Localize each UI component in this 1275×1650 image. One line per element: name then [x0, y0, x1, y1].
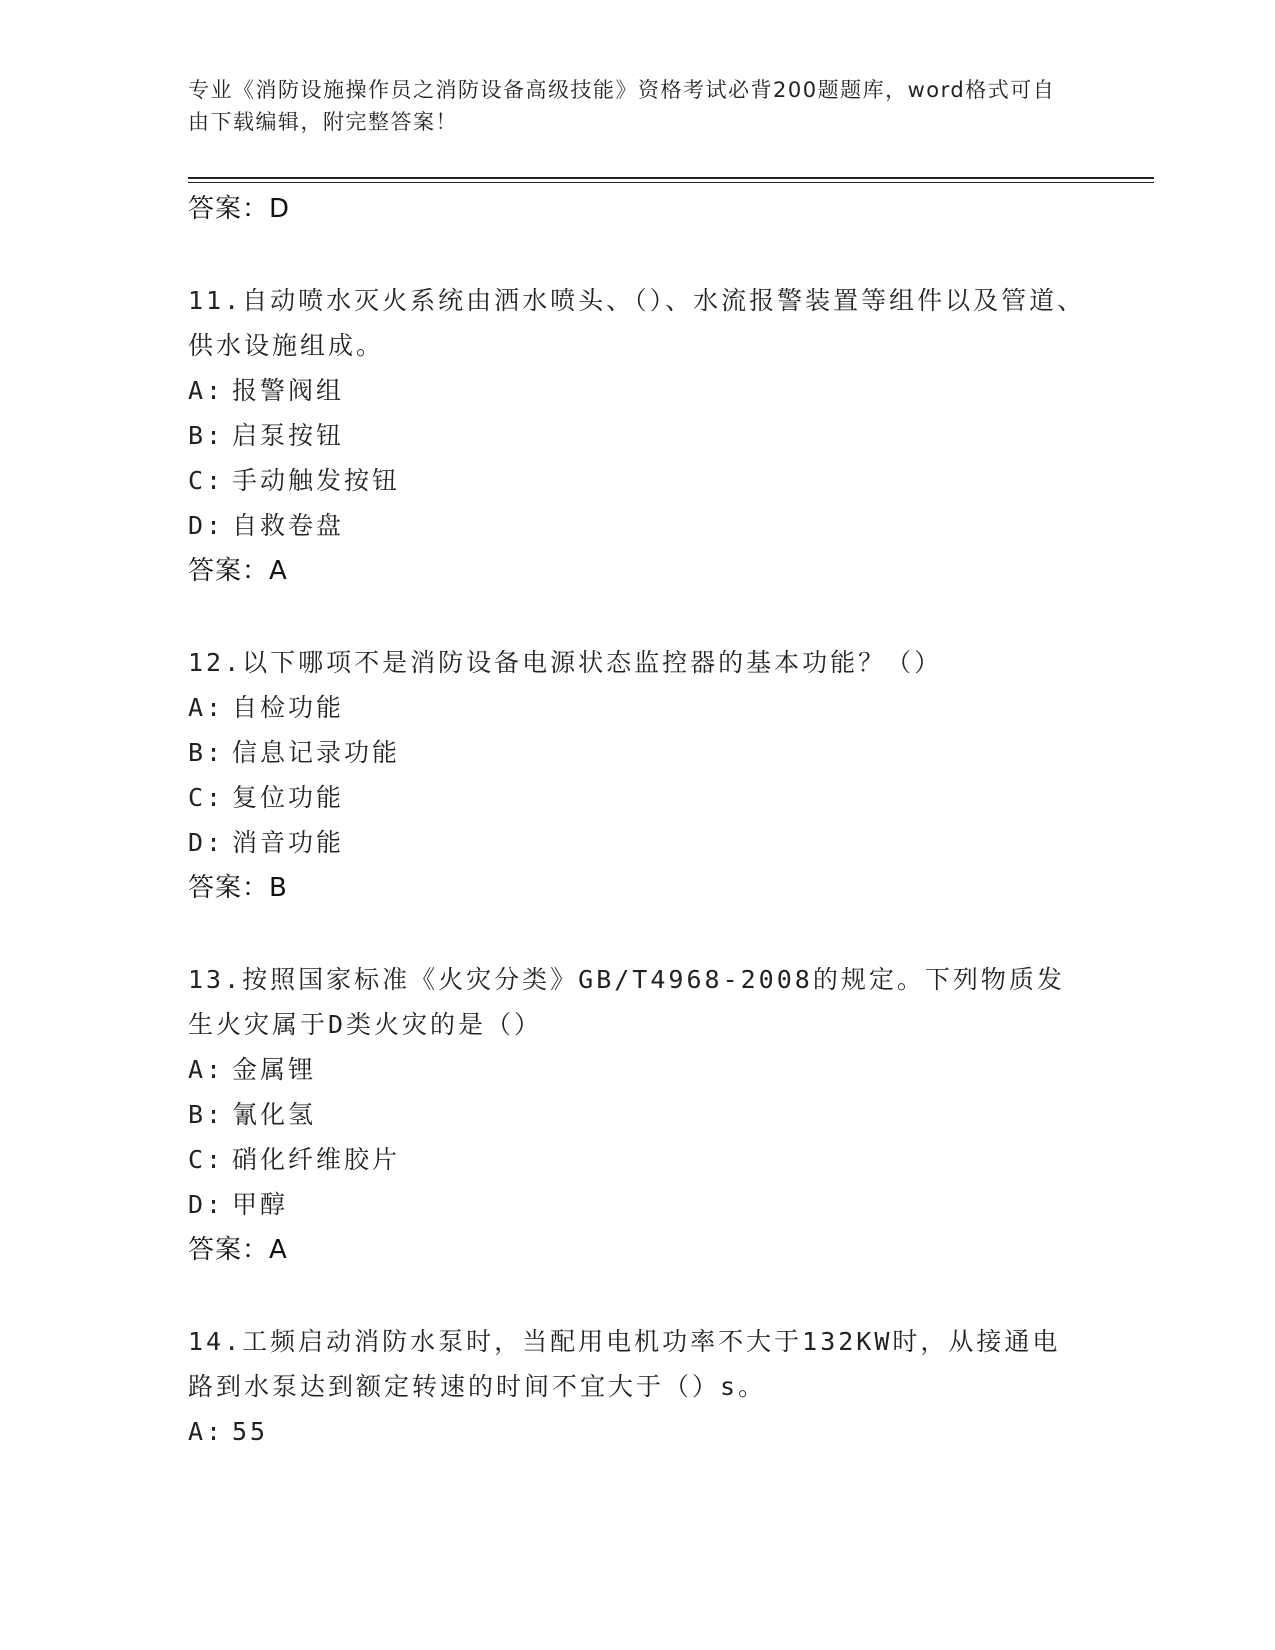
question-item [188, 278, 1088, 594]
option-key: B: [188, 421, 225, 450]
option-a [188, 1409, 1088, 1454]
option-key: B: [188, 738, 225, 767]
option-b [188, 413, 1088, 458]
option-c [188, 1137, 1088, 1182]
option-text: 报警阀组 [232, 376, 345, 405]
option-key: C: [188, 466, 225, 495]
option-d [188, 820, 1088, 865]
option-text: 甲醇 [232, 1190, 289, 1219]
option-text: 自检功能 [232, 693, 345, 722]
answer-line: 答案：A [188, 1235, 288, 1265]
header-divider-thin [188, 182, 1154, 183]
option-text: 启泵按钮 [232, 421, 345, 450]
option-b [188, 730, 1088, 775]
option-text: 金属锂 [232, 1055, 317, 1084]
option-text: 信息记录功能 [232, 738, 401, 767]
answer-line: 答案：D [188, 194, 291, 224]
question-text: 11.自动喷水灭火系统由洒水喷头、（）、水流报警装置等组件以及管道、供水设施组成。 [188, 286, 1086, 360]
option-a [188, 368, 1088, 413]
option-text: 自救卷盘 [232, 511, 345, 540]
option-key: B: [188, 1100, 225, 1129]
option-text: 手动触发按钮 [232, 466, 401, 495]
option-a [188, 685, 1088, 730]
option-key: A: [188, 1055, 225, 1084]
option-text: 氰化氢 [232, 1100, 317, 1129]
question-text: 12.以下哪项不是消防设备电源状态监控器的基本功能？（） [188, 648, 943, 677]
document-header: 专业《消防设施操作员之消防设备高级技能》资格考试必背200题题库，word格式可自由下载编辑，附完整答案！ [188, 78, 1056, 134]
option-c [188, 775, 1088, 820]
question-text: 14.工频启动消防水泵时，当配用电机功率不大于132KW时，从接通电路到水泵达到额定转速的时间不宜大于（）s。 [188, 1327, 1061, 1401]
option-b [188, 1092, 1088, 1137]
question-item [188, 957, 1088, 1273]
option-text: 硝化纤维胶片 [232, 1145, 401, 1174]
option-key: A: [188, 1417, 225, 1446]
header-divider [188, 177, 1154, 179]
question-item [188, 640, 1088, 911]
answer-line: 答案：A [188, 556, 288, 586]
option-key: D: [188, 828, 225, 857]
option-key: A: [188, 376, 225, 405]
option-key: A: [188, 693, 225, 722]
option-d [188, 1182, 1088, 1227]
question-text: 13.按照国家标准《火灾分类》GB/T4968-2008的规定。下列物质发生火灾属于D类火灾的是（） [188, 965, 1065, 1039]
question-list [188, 186, 1088, 1454]
option-key: D: [188, 1190, 225, 1219]
answer-line: 答案：B [188, 873, 288, 903]
option-a [188, 1047, 1088, 1092]
option-key: D: [188, 511, 225, 540]
option-text: 复位功能 [232, 783, 345, 812]
option-d [188, 503, 1088, 548]
option-key: C: [188, 1145, 225, 1174]
option-c [188, 458, 1088, 503]
option-text: 55 [232, 1417, 269, 1446]
question-item [188, 1319, 1088, 1454]
option-text: 消音功能 [232, 828, 345, 857]
option-key: C: [188, 783, 225, 812]
